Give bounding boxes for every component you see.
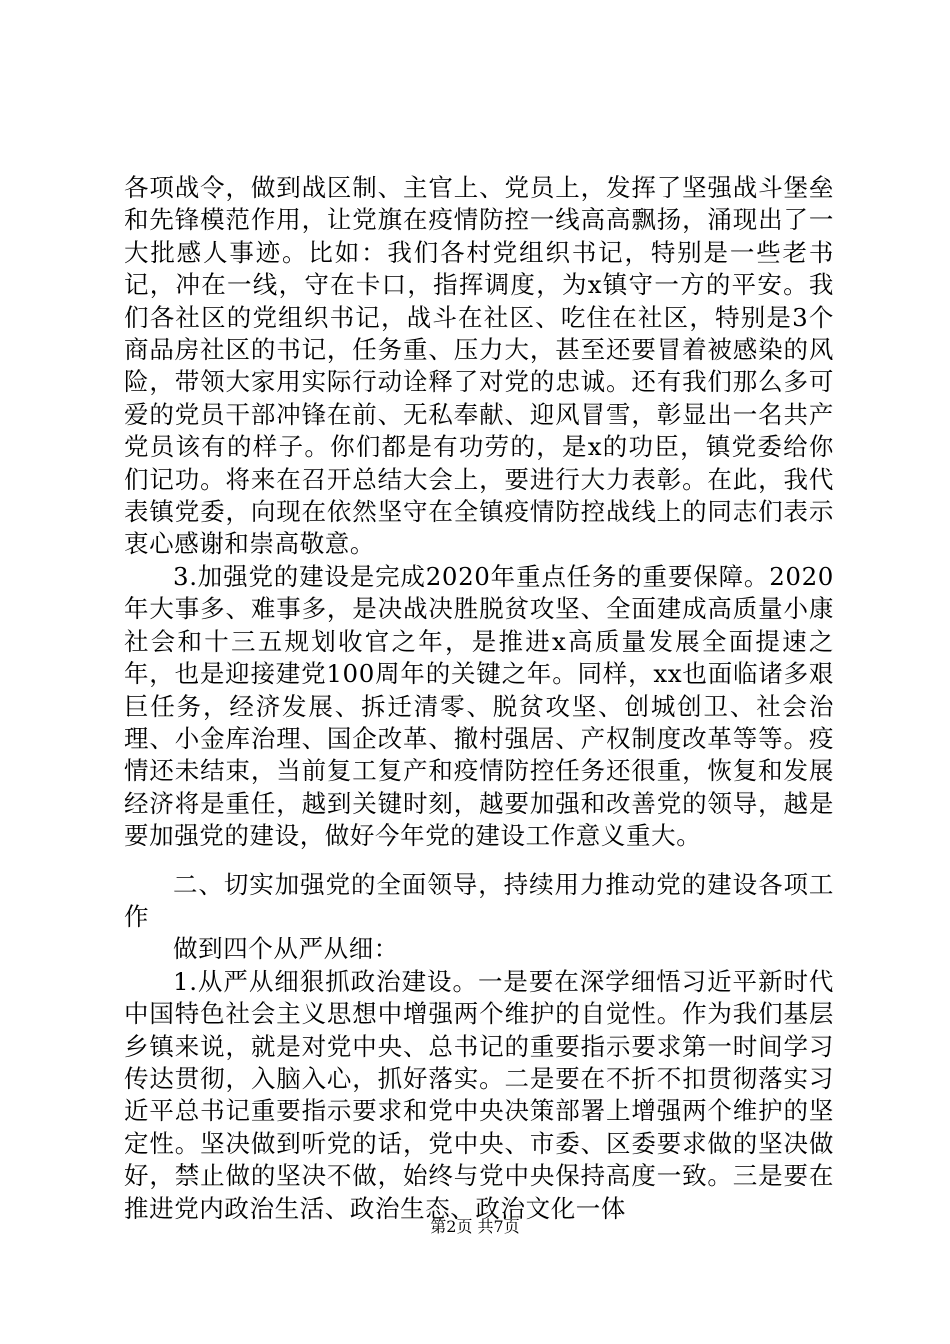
page-footer: 第2页 共7页: [430, 1217, 520, 1236]
paragraph-4: 做到四个从严从细：: [173, 934, 399, 964]
paragraph-spacer: [124, 853, 834, 869]
paragraph-5: 1.从严从细狠抓政治建设。一是要在深学细悟习近平新时代中国特色社会主义思想中增强两个维护的自觉性。作为我们基层乡镇来说，就是对党中央、总书记的重要指示要求第一时间学习传达贯彻，入脑入心，抓好落实。二是要在不折不扣贯彻落实习近平总书记重要指示要求和党中央决策部署上增强两个维护的坚定性。坚决做到听党的话，党中央、市委、区委要求做的坚决做好，禁止做的坚决不做，始终与党中央保持高度一致。三是要在推进党内政治生活、政治生态、政治文化一体: [124, 966, 834, 1223]
paragraph-1: 各项战令，做到战区制、主官上、党员上，发挥了坚强战斗堡垒和先锋模范作用，让党旗在疫情防控一线高高飘扬，涌现出了一大批感人事迹。比如：我们各村党组织书记，特别是一些老书记，冲在一线，守在卡口，指挥调度，为x镇守一方的平安。我们各社区的党组织书记，战斗在社区、吃住在社区，特别是3个商品房社区的书记，任务重、压力大，甚至还要冒着被感染的风险，带领大家用实际行动诠释了对党的忠诚。还有我们那么多可爱的党员干部冲锋在前、无私奉献、迎风冒雪，彰显出一名共产党员该有的样子。你们都是有功劳的，是x的功臣，镇党委给你们记功。将来在召开总结大会上，要进行大力表彰。在此，我代表镇党委，向现在依然坚守在全镇疫情防控战线上的同志们表示衷心感谢和崇高敬意。: [124, 173, 834, 559]
paragraph-2: 3.加强党的建设是完成2020年重点任务的重要保障。2020年大事多、难事多，是决战决胜脱贫攻坚、全面建成高质量小康社会和十三五规划收官之年，是推进x高质量发展全面提速之年，也是迎接建党100周年的关键之年。同样，xx也面临诸多艰巨任务，经济发展、拆迁清零、脱贫攻坚、创城创卫、社会治理、小金库治理、国企改革、撤村强居、产权制度改革等等。疫情还未结束，当前复工复产和疫情防控任务还很重，恢复和发展经济将是重任，越到关键时刻，越要加强和改善党的领导，越是要加强党的建设，做好今年党的建设工作意义重大。: [124, 561, 834, 851]
section-heading: 二、切实加强党的全面领导，持续用力推动党的建设各项工作: [124, 869, 834, 931]
document-body: [124, 172, 834, 1225]
